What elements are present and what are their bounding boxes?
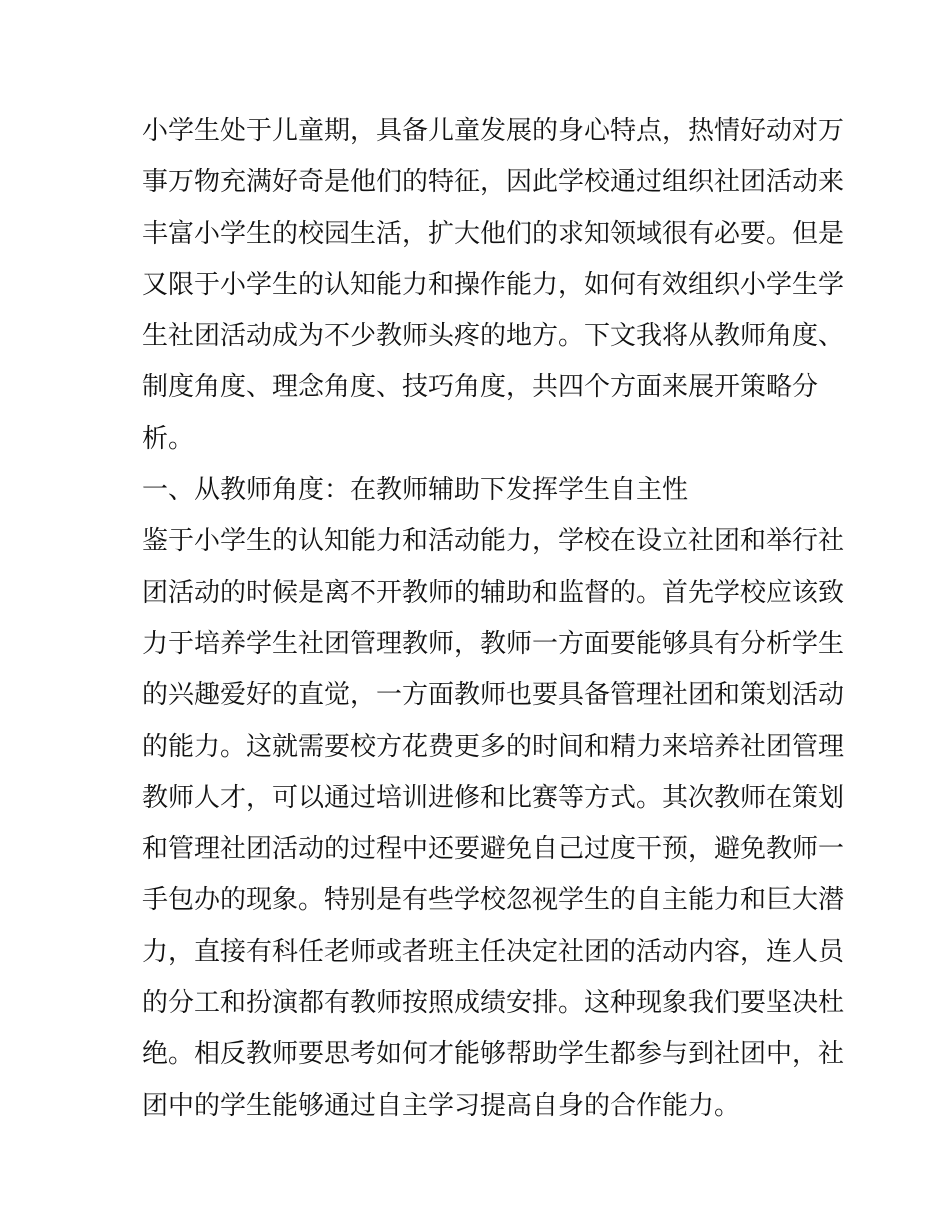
intro-paragraph-line-1: 小学生处于儿童期，具备儿童发展的身心特点，热情好动对万 bbox=[142, 116, 845, 146]
body-paragraph-line-8: 手包办的现象。特别是有些学校忽视学生的自主能力和巨大潜 bbox=[142, 885, 845, 916]
body-paragraph-line-4: 的兴趣爱好的直觉，一方面教师也要具备管理社团和策划活动 bbox=[142, 680, 845, 711]
intro-paragraph-line-2: 事万物充满好奇是他们的特征，因此学校通过组织社团活动来 bbox=[142, 167, 845, 198]
body-paragraph-line-10: 的分工和扮演都有教师按照成绩安排。这种现象我们要坚决杜 bbox=[142, 988, 845, 1019]
body-paragraph-line-1: 鉴于小学生的认知能力和活动能力，学校在设立社团和举行社 bbox=[142, 526, 845, 557]
body-paragraph-line-11: 绝。相反教师要思考如何才能够帮助学生都参与到社团中，社 bbox=[142, 1039, 845, 1070]
intro-paragraph-line-4: 又限于小学生的认知能力和操作能力，如何有效组织小学生学 bbox=[142, 269, 845, 300]
body-paragraph-line-12: 团中的学生能够通过自主学习提高自身的合作能力。 bbox=[142, 1090, 741, 1121]
body-paragraph-line-3: 力于培养学生社团管理教师，教师一方面要能够具有分析学生 bbox=[142, 628, 845, 659]
body-paragraph-line-5: 的能力。这就需要校方花费更多的时间和精力来培养社团管理 bbox=[142, 731, 845, 762]
body-paragraph-line-6: 教师人才，可以通过培训进修和比赛等方式。其次教师在策划 bbox=[142, 782, 845, 813]
body-paragraph-line-9: 力，直接有科任老师或者班主任决定社团的活动内容，连人员 bbox=[142, 936, 845, 967]
intro-paragraph-line-7: 析。 bbox=[142, 423, 195, 454]
intro-paragraph-line-5: 生社团活动成为不少教师头疼的地方。下文我将从教师角度、 bbox=[142, 321, 845, 352]
body-paragraph-line-7: 和管理社团活动的过程中还要避免自己过度干预，避免教师一 bbox=[142, 834, 845, 865]
document-body bbox=[142, 106, 845, 1132]
section-heading: 一、从教师角度：在教师辅助下发挥学生自主性 bbox=[142, 475, 689, 506]
intro-paragraph-line-3: 丰富小学生的校园生活，扩大他们的求知领域很有必要。但是 bbox=[142, 218, 845, 249]
body-paragraph-line-2: 团活动的时候是离不开教师的辅助和监督的。首先学校应该致 bbox=[142, 577, 845, 608]
intro-paragraph-line-6: 制度角度、理念角度、技巧角度，共四个方面来展开策略分 bbox=[142, 372, 819, 403]
